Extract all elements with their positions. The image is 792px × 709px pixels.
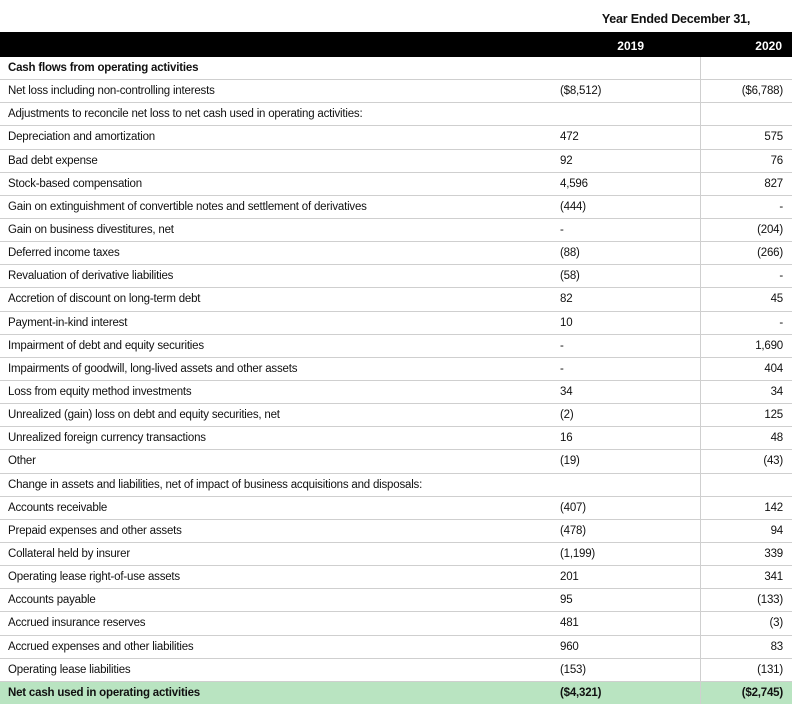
value-2020: 575 [700, 126, 792, 149]
value-2020: ($6,788) [700, 80, 792, 103]
row-label: Adjustments to reconcile net loss to net cash used in operating activities: [0, 103, 560, 126]
row-label: Deferred income taxes [0, 242, 560, 265]
value-2020: 34 [700, 380, 792, 403]
table-row [0, 149, 792, 172]
row-label: Accrued expenses and other liabilities [0, 635, 560, 658]
column-header-2020: 2020 [755, 39, 782, 53]
period-label: Year Ended December 31, [601, 12, 751, 26]
value-2020: (3) [700, 612, 792, 635]
value-2019: 34 [560, 380, 700, 403]
row-label: Collateral held by insurer [0, 542, 560, 565]
row-label: Gain on business divestitures, net [0, 218, 560, 241]
value-2019: 960 [560, 635, 700, 658]
table-row [0, 612, 792, 635]
value-2020: (204) [700, 218, 792, 241]
table-row [0, 427, 792, 450]
row-label: Unrealized (gain) loss on debt and equity securities, net [0, 404, 560, 427]
row-label: Impairments of goodwill, long-lived assets and other assets [0, 357, 560, 380]
value-2020: 142 [700, 496, 792, 519]
value-2020: (266) [700, 242, 792, 265]
row-label: Accrued insurance reserves [0, 612, 560, 635]
value-2019: (407) [560, 496, 700, 519]
row-label: Accounts receivable [0, 496, 560, 519]
value-2019: (1,199) [560, 542, 700, 565]
row-label: Stock-based compensation [0, 172, 560, 195]
value-2019: 201 [560, 566, 700, 589]
row-label: Loss from equity method investments [0, 380, 560, 403]
value-2020: ($2,745) [700, 681, 792, 704]
value-2019: (153) [560, 658, 700, 681]
value-2020: 1,690 [700, 334, 792, 357]
value-2019: (58) [560, 265, 700, 288]
table-body [0, 57, 792, 704]
row-label: Accounts payable [0, 589, 560, 612]
row-label: Revaluation of derivative liabilities [0, 265, 560, 288]
table-row [0, 334, 792, 357]
row-label: Payment-in-kind interest [0, 311, 560, 334]
row-label: Net loss including non-controlling interests [0, 80, 560, 103]
table-row [0, 658, 792, 681]
row-label: Depreciation and amortization [0, 126, 560, 149]
row-label: Operating lease liabilities [0, 658, 560, 681]
row-label: Net cash used in operating activities [0, 681, 560, 704]
table-row [0, 80, 792, 103]
value-2019: (444) [560, 195, 700, 218]
value-2020 [700, 57, 792, 80]
value-2019 [560, 103, 700, 126]
table-row [0, 195, 792, 218]
table-row [0, 103, 792, 126]
value-2020: 48 [700, 427, 792, 450]
value-2019: 472 [560, 126, 700, 149]
row-label: Cash flows from operating activities [0, 57, 560, 80]
row-label: Prepaid expenses and other assets [0, 519, 560, 542]
table-row [0, 519, 792, 542]
value-2019: 92 [560, 149, 700, 172]
value-2020: - [700, 195, 792, 218]
value-2020: 125 [700, 404, 792, 427]
cash-flow-table [0, 57, 792, 704]
row-label: Impairment of debt and equity securities [0, 334, 560, 357]
row-label: Gain on extinguishment of convertible notes and settlement of derivatives [0, 195, 560, 218]
value-2019: ($4,321) [560, 681, 700, 704]
table-row [0, 473, 792, 496]
value-2019: 95 [560, 589, 700, 612]
value-2019: 10 [560, 311, 700, 334]
value-2020: (133) [700, 589, 792, 612]
table-row [0, 635, 792, 658]
value-2019: - [560, 218, 700, 241]
value-2019: (2) [560, 404, 700, 427]
table-row [0, 218, 792, 241]
table-row [0, 172, 792, 195]
value-2020: 827 [700, 172, 792, 195]
table-row [0, 404, 792, 427]
value-2020: 404 [700, 357, 792, 380]
table-row [0, 450, 792, 473]
table-row [0, 126, 792, 149]
total-row [0, 681, 792, 704]
value-2020: 94 [700, 519, 792, 542]
table-row [0, 380, 792, 403]
table-row [0, 242, 792, 265]
value-2020: - [700, 265, 792, 288]
value-2020: 83 [700, 635, 792, 658]
row-label: Operating lease right-of-use assets [0, 566, 560, 589]
period-header [0, 0, 792, 32]
value-2020: 76 [700, 149, 792, 172]
table-row [0, 311, 792, 334]
value-2019: (19) [560, 450, 700, 473]
table-row [0, 496, 792, 519]
value-2019: (478) [560, 519, 700, 542]
value-2019 [560, 473, 700, 496]
row-label: Accretion of discount on long-term debt [0, 288, 560, 311]
value-2019: - [560, 357, 700, 380]
value-2020: 339 [700, 542, 792, 565]
value-2019: 4,596 [560, 172, 700, 195]
row-label: Bad debt expense [0, 149, 560, 172]
table-row [0, 265, 792, 288]
table-row [0, 288, 792, 311]
table-row [0, 357, 792, 380]
value-2019: - [560, 334, 700, 357]
section-header-row [0, 57, 792, 80]
row-label: Unrealized foreign currency transactions [0, 427, 560, 450]
value-2020 [700, 473, 792, 496]
table-row [0, 542, 792, 565]
table-row [0, 589, 792, 612]
value-2020: (43) [700, 450, 792, 473]
value-2019: 82 [560, 288, 700, 311]
row-label: Other [0, 450, 560, 473]
value-2020: 341 [700, 566, 792, 589]
column-header-2019: 2019 [617, 39, 644, 53]
value-2020: - [700, 311, 792, 334]
value-2020: (131) [700, 658, 792, 681]
value-2020 [700, 103, 792, 126]
value-2019: ($8,512) [560, 80, 700, 103]
year-header-bar [0, 32, 792, 57]
value-2019: 16 [560, 427, 700, 450]
value-2019: (88) [560, 242, 700, 265]
value-2020: 45 [700, 288, 792, 311]
table-row [0, 566, 792, 589]
row-label: Change in assets and liabilities, net of impact of business acquisitions and disposals: [0, 473, 560, 496]
value-2019: 481 [560, 612, 700, 635]
value-2019 [560, 57, 700, 80]
